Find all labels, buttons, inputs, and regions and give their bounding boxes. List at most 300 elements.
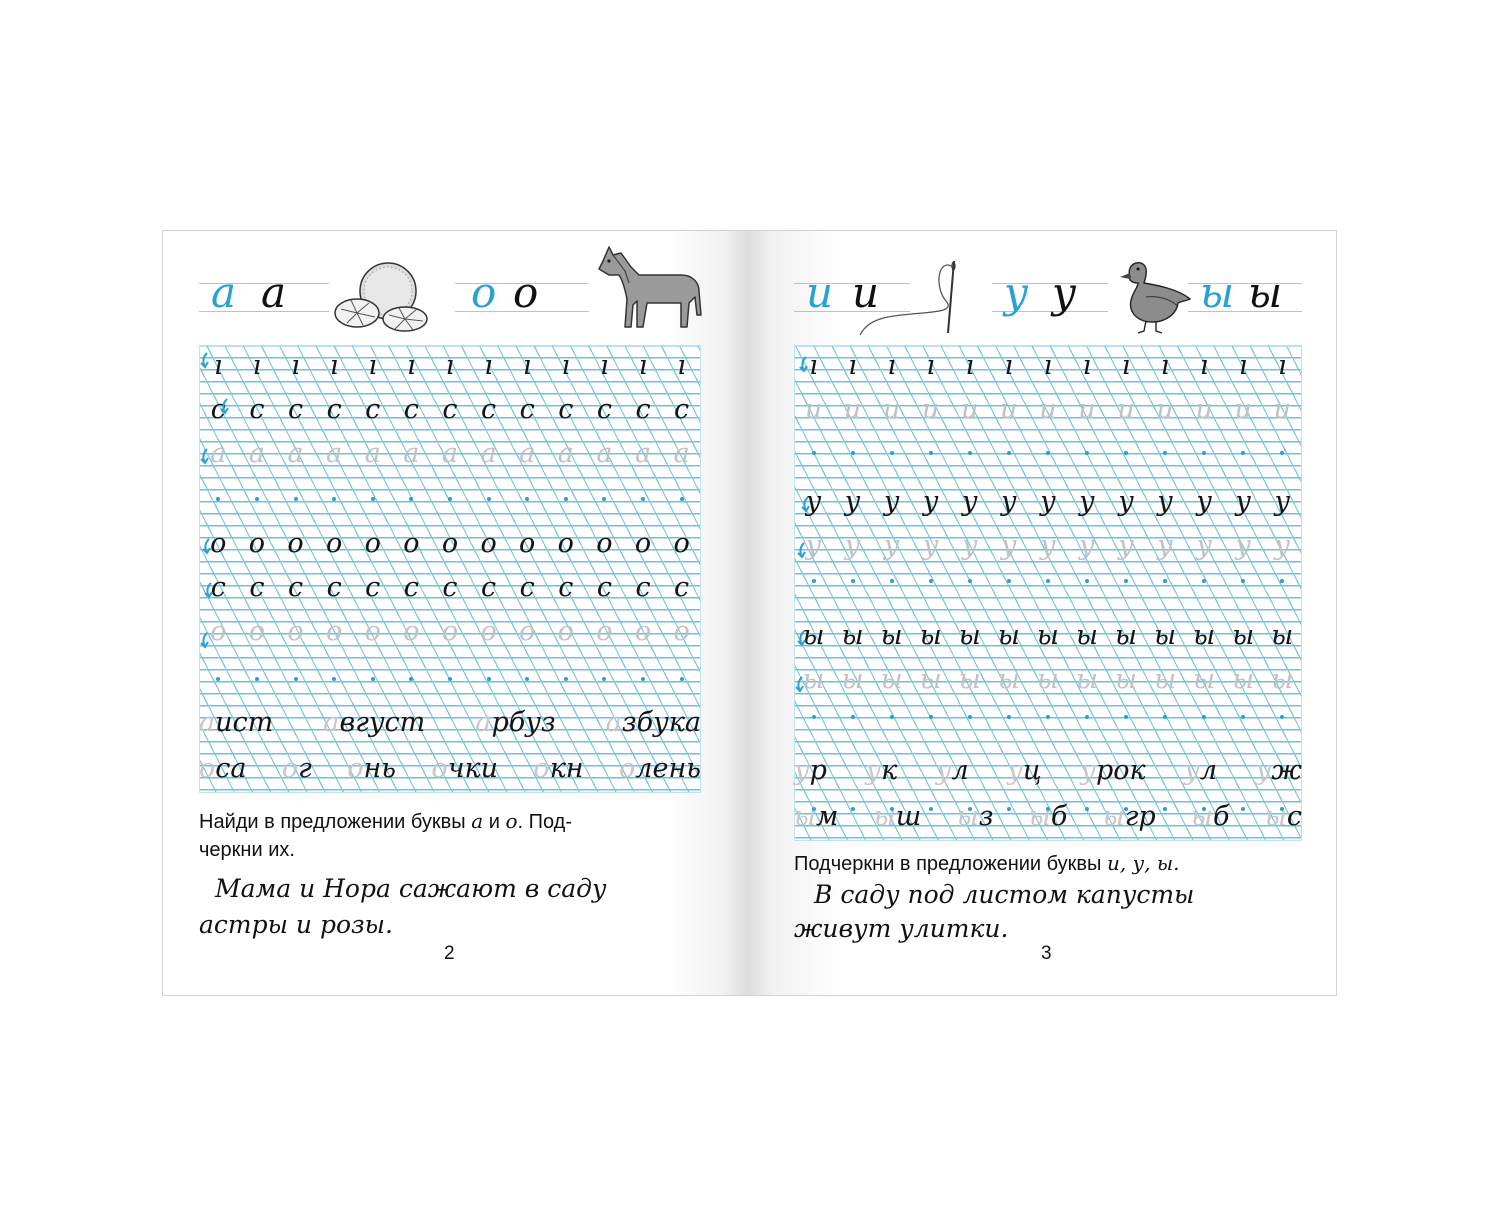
practice-letter: ı — [1121, 350, 1131, 381]
word — [794, 753, 827, 789]
guide-dot — [812, 451, 816, 455]
ghost-letter: а — [475, 707, 492, 738]
word — [1184, 753, 1217, 789]
page-number: 2 — [444, 943, 455, 964]
guide-dot — [602, 677, 606, 681]
dot-row — [199, 497, 701, 501]
guide-dot — [332, 677, 336, 681]
ghost-letter: ы — [1264, 801, 1287, 832]
guide-dot — [1124, 579, 1128, 583]
practice-letter-row — [794, 487, 1302, 517]
practice-letter: ы — [1271, 664, 1294, 695]
word — [1191, 799, 1229, 835]
practice-letter: и — [1117, 394, 1135, 425]
guide-dot — [1124, 715, 1128, 719]
practice-letter: ы — [1075, 664, 1098, 695]
word-fragment: рок — [1095, 755, 1146, 786]
practice-letter: ы — [802, 620, 825, 651]
dot-row — [199, 677, 701, 681]
guide-dot — [1202, 715, 1206, 719]
practice-letter: и — [1039, 394, 1057, 425]
guide-dot — [851, 715, 855, 719]
practice-letter: ы — [802, 664, 825, 695]
guide-dot — [890, 451, 894, 455]
guide-dot — [525, 677, 529, 681]
ghost-letter: ы — [794, 801, 816, 832]
guide-dot — [1280, 451, 1284, 455]
practice-letter: с — [403, 394, 419, 425]
guide-dot — [371, 677, 375, 681]
word — [1103, 799, 1156, 835]
ghost-letter: о — [281, 753, 299, 784]
guide-dot — [1085, 579, 1089, 583]
arrow-icon — [201, 537, 215, 555]
header-letter-o-black: о — [513, 268, 539, 317]
word — [1029, 799, 1067, 835]
word-fragment: нь — [363, 753, 396, 784]
practice-letter: у — [1196, 530, 1212, 561]
practice-letter: ы — [880, 620, 903, 651]
guide-dot — [1007, 579, 1011, 583]
word — [1007, 753, 1042, 789]
practice-letter: ы — [841, 664, 864, 695]
arrow-icon — [794, 675, 808, 693]
guide-dot — [929, 715, 933, 719]
task-text — [199, 807, 705, 864]
guide-dot — [409, 677, 413, 681]
practice-letter: у — [844, 530, 861, 561]
practice-letter: о — [519, 528, 536, 559]
practice-letter: с — [326, 394, 342, 425]
guide-dot — [641, 497, 645, 501]
practice-letter: ı — [1004, 350, 1014, 381]
practice-letter: с — [249, 394, 265, 425]
practice-letter: о — [403, 528, 420, 559]
words-row — [199, 751, 701, 791]
practice-letter: у — [1274, 530, 1291, 561]
word — [794, 799, 838, 835]
practice-letter: ı — [1160, 350, 1170, 381]
task-text — [794, 849, 1314, 878]
practice-letter: ı — [677, 350, 686, 381]
guide-dot — [1007, 451, 1011, 455]
practice-letter: а — [634, 438, 652, 469]
ghost-letter: у — [1184, 755, 1200, 786]
practice-letter: а — [210, 438, 227, 469]
guide-dot — [409, 497, 413, 501]
practice-letter: и — [961, 394, 979, 425]
guide-dot — [680, 677, 684, 681]
practice-letter: у — [1235, 486, 1252, 517]
practice-letter: а — [480, 438, 497, 469]
orange-icon — [333, 257, 433, 335]
guide-dot — [1085, 451, 1089, 455]
ghost-letter: а — [323, 707, 340, 738]
word — [619, 751, 701, 787]
practice-letter-row — [199, 351, 701, 381]
practice-letter: ы — [958, 664, 981, 695]
word-fragment: к — [881, 755, 898, 786]
word — [1080, 753, 1145, 789]
practice-letter: а — [519, 438, 536, 469]
task-part1: Подчеркни в предложении буквы — [794, 853, 1102, 875]
ghost-letter: ы — [956, 801, 979, 832]
needle-thread-icon — [858, 257, 978, 337]
guide-dot — [1046, 451, 1050, 455]
practice-letter: ı — [965, 350, 975, 381]
practice-letter-row — [794, 395, 1302, 425]
guide-dot — [332, 497, 336, 501]
practice-letter: ı — [561, 350, 571, 381]
task-part2: . Под- — [517, 811, 572, 833]
guide-dot — [371, 497, 375, 501]
dot-row — [794, 451, 1302, 455]
guide-dot — [680, 497, 684, 501]
word-fragment: б — [1213, 801, 1230, 832]
word — [282, 751, 312, 787]
practice-letter: ı — [848, 350, 857, 381]
task-part1: Найди в предложении буквы — [199, 811, 466, 833]
ghost-letter: о — [347, 753, 364, 784]
practice-letter: с — [519, 572, 535, 603]
practice-letter: ы — [997, 620, 1020, 651]
practice-letter: с — [442, 394, 458, 425]
practice-letter: о — [364, 528, 381, 559]
practice-letter: ı — [291, 350, 300, 381]
guide-dot — [294, 497, 298, 501]
word — [606, 705, 701, 741]
practice-letter: о — [519, 616, 536, 647]
word-fragment: са — [215, 753, 247, 784]
words-row — [199, 705, 701, 745]
word — [936, 753, 969, 789]
practice-letter: о — [634, 616, 652, 647]
ghost-letter: о — [199, 753, 216, 784]
practice-letter: о — [480, 528, 497, 559]
practice-letter: ы — [1193, 664, 1216, 695]
practice-letter: о — [557, 616, 574, 647]
practice-letter: у — [1118, 486, 1134, 517]
header-letter-i-black: и — [852, 268, 880, 317]
sentence-line1: Мама и Нора сажают в саду — [215, 874, 607, 903]
practice-letter-row — [794, 621, 1302, 651]
header-letter-y-blue: ы — [1200, 268, 1235, 317]
arrow-icon — [203, 581, 217, 599]
guide-dot — [1163, 579, 1167, 583]
ghost-letter: у — [865, 755, 882, 786]
arrow-icon — [199, 351, 213, 369]
practice-letter: с — [287, 572, 304, 603]
task-letter-o: о — [505, 809, 518, 833]
word — [199, 705, 273, 741]
practice-letter: с — [519, 394, 535, 425]
task-letter-a: а — [471, 809, 484, 833]
practice-letter: о — [248, 616, 266, 647]
task-and: и — [488, 811, 500, 833]
word — [866, 753, 898, 789]
guide-dot — [890, 715, 894, 719]
ghost-letter: у — [794, 755, 810, 786]
ghost-letter: у — [1007, 755, 1023, 786]
sentence-line2: астры и розы. — [199, 910, 393, 939]
practice-letter: у — [922, 486, 939, 517]
practice-letter: у — [1001, 530, 1017, 561]
practice-letter: с — [635, 572, 651, 603]
practice-letter: у — [1040, 530, 1056, 561]
header-letter-u-blue: у — [1004, 268, 1029, 317]
practice-letter: с — [365, 394, 381, 425]
word — [323, 705, 425, 741]
word-fragment: м — [816, 801, 839, 832]
header-letter-u-black: у — [1052, 268, 1077, 317]
practice-letter: ы — [880, 664, 903, 695]
practice-letter: ы — [1232, 664, 1255, 695]
ghost-letter: а — [199, 707, 216, 738]
guide-dot — [1241, 579, 1245, 583]
practice-letter-row — [199, 529, 701, 559]
practice-letter: с — [403, 572, 419, 603]
left-page — [162, 230, 748, 996]
practice-letter: с — [249, 572, 265, 603]
header-letter-a-black: а — [261, 268, 287, 317]
practice-letter: с — [365, 572, 381, 603]
ghost-letter: ы — [1102, 801, 1125, 832]
word-fragment: л — [1199, 755, 1218, 786]
practice-letter: о — [441, 616, 459, 647]
ghost-letter: ы — [1191, 801, 1213, 832]
word-fragment: гр — [1124, 801, 1156, 832]
practice-letter: с — [210, 572, 226, 603]
practice-letter: у — [961, 486, 978, 517]
guide-dot — [1280, 715, 1284, 719]
practice-letter: а — [596, 438, 613, 469]
practice-letter: о — [480, 616, 497, 647]
guide-dot — [968, 579, 972, 583]
arrow-icon — [219, 397, 233, 415]
guide-dot — [1280, 579, 1284, 583]
practice-letter: а — [364, 438, 381, 469]
arrow-icon — [798, 355, 812, 373]
practice-letter: у — [1079, 530, 1095, 561]
practice-letter-row — [199, 617, 701, 647]
practice-letter: ы — [997, 664, 1020, 695]
arrow-icon — [796, 541, 810, 559]
word — [1265, 799, 1302, 835]
practice-letter: ы — [1115, 620, 1138, 651]
practice-letter: и — [843, 394, 862, 425]
right-page — [748, 230, 1337, 996]
ghost-letter: ы — [1028, 801, 1051, 832]
guide-dot — [890, 579, 894, 583]
practice-letter: ы — [1271, 620, 1294, 651]
word-fragment: кн — [549, 753, 584, 784]
guide-dot — [1007, 715, 1011, 719]
word-fragment: ц — [1022, 755, 1042, 786]
ghost-letter: а — [605, 707, 622, 738]
word-fragment: з — [978, 801, 994, 832]
dot-row — [794, 579, 1302, 583]
practice-letter: ı — [638, 350, 648, 381]
header-letter-y-black: ы — [1248, 268, 1283, 317]
practice-letter-row — [794, 351, 1302, 381]
horse-icon — [595, 241, 707, 331]
arrow-icon — [199, 447, 213, 465]
word — [957, 799, 994, 835]
ghost-letter: о — [431, 753, 448, 784]
practice-letter: у — [1157, 486, 1173, 517]
practice-letter: с — [674, 572, 690, 603]
practice-letter: ı — [522, 350, 532, 381]
guide-dot — [929, 451, 933, 455]
guide-dot — [1241, 451, 1245, 455]
practice-letter: с — [210, 394, 226, 425]
practice-letter: у — [1040, 486, 1056, 517]
practice-letter: с — [635, 394, 651, 425]
practice-letter: о — [557, 528, 574, 559]
practice-letter: и — [1000, 394, 1018, 425]
sentence-line2: живут улитки. — [794, 914, 1009, 943]
guide-dot — [1085, 715, 1089, 719]
practice-letter: ы — [919, 664, 942, 695]
header-letter-o-blue: о — [471, 268, 497, 317]
practice-letter: ı — [600, 350, 609, 381]
practice-letter: ы — [1232, 620, 1255, 651]
practice-letter: у — [1196, 486, 1212, 517]
guide-dot — [641, 677, 645, 681]
practice-letter: ı — [1238, 350, 1248, 381]
word-fragment: с — [1286, 801, 1302, 832]
word-fragment: чки — [447, 753, 498, 784]
guide-dot — [968, 715, 972, 719]
guide-dot — [564, 497, 568, 501]
practice-letter: ı — [1277, 350, 1287, 381]
guide-dot — [851, 451, 855, 455]
header-letter-i-blue: и — [806, 268, 834, 317]
practice-letter: ı — [484, 350, 493, 381]
practice-letter-row — [199, 573, 701, 603]
practice-letter: у — [922, 530, 939, 561]
ghost-letter: у — [1255, 755, 1272, 786]
arrow-icon — [800, 495, 814, 513]
guide-dot — [487, 677, 491, 681]
practice-letter: ı — [926, 350, 936, 381]
practice-letter-row — [794, 665, 1302, 695]
practice-letter: ı — [329, 350, 339, 381]
practice-letter: ı — [213, 350, 223, 381]
duck-icon — [1116, 255, 1196, 335]
practice-letter: ı — [407, 350, 416, 381]
guide-dot — [448, 677, 452, 681]
practice-letter: о — [634, 528, 652, 559]
guide-dot — [1202, 579, 1206, 583]
word-fragment: ш — [895, 801, 922, 832]
guide-dot — [1241, 715, 1245, 719]
guide-dot — [1046, 579, 1050, 583]
word-fragment: лень — [635, 753, 701, 784]
word-fragment: рбуз — [491, 707, 556, 738]
practice-letter: ы — [919, 620, 942, 651]
practice-letter: а — [441, 438, 459, 469]
practice-letter: ы — [1154, 664, 1177, 695]
word-fragment: ист — [215, 707, 274, 738]
guide-dot — [968, 451, 972, 455]
guide-dot — [1046, 715, 1050, 719]
arrow-icon — [199, 631, 213, 649]
guide-dot — [487, 497, 491, 501]
practice-letter: у — [1001, 486, 1017, 517]
practice-letter: ы — [841, 620, 864, 651]
word — [199, 751, 246, 787]
task-line2: черкни их. — [199, 839, 295, 861]
word-fragment: збука — [621, 707, 701, 738]
ghost-letter: о — [533, 753, 550, 784]
word — [533, 751, 583, 787]
practice-letter: ы — [1154, 620, 1177, 651]
word — [431, 751, 498, 787]
practice-letter: а — [557, 438, 574, 469]
guide-dot — [448, 497, 452, 501]
practice-letter: а — [248, 438, 265, 469]
practice-letter: с — [596, 394, 612, 425]
page-number: 3 — [1041, 943, 1052, 964]
practice-letter: у — [1274, 486, 1291, 517]
practice-letter: а — [287, 438, 304, 469]
practice-letter: ı — [252, 350, 262, 381]
practice-letter: а — [403, 438, 420, 469]
practice-letter: ı — [1199, 350, 1209, 381]
dot-row — [794, 715, 1302, 719]
guide-dot — [525, 497, 529, 501]
practice-letter: о — [673, 616, 690, 647]
practice-letter: с — [481, 394, 497, 425]
ghost-letter: у — [935, 755, 952, 786]
guide-dot — [255, 677, 259, 681]
practice-letter: с — [326, 572, 342, 603]
practice-letter: ı — [1043, 350, 1053, 381]
guide-dot — [1202, 451, 1206, 455]
practice-letter-row — [199, 395, 701, 425]
practice-letter: с — [481, 572, 497, 603]
practice-letter: и — [882, 394, 901, 425]
word-fragment: вгуст — [339, 707, 426, 738]
practice-letter: ı — [368, 350, 378, 381]
practice-letter: о — [596, 616, 613, 647]
ghost-letter: ы — [873, 801, 896, 832]
practice-letter: о — [441, 528, 459, 559]
practice-letter: и — [1078, 394, 1096, 425]
practice-letter: о — [287, 528, 304, 559]
practice-letter: а — [673, 438, 690, 469]
guide-dot — [216, 677, 220, 681]
practice-letter: у — [844, 486, 861, 517]
practice-letter: о — [596, 528, 613, 559]
practice-letter: о — [326, 616, 343, 647]
practice-letter: о — [210, 528, 227, 559]
practice-letter-row — [199, 439, 701, 469]
word — [874, 799, 922, 835]
practice-letter: и — [1195, 394, 1213, 425]
practice-letter: с — [442, 572, 458, 603]
arrow-icon — [796, 629, 810, 647]
practice-letter: и — [1234, 394, 1252, 425]
practice-letter: о — [403, 616, 420, 647]
practice-letter: с — [558, 394, 574, 425]
guide-dot — [216, 497, 220, 501]
practice-letter: у — [805, 486, 822, 517]
practice-letter: у — [1079, 486, 1095, 517]
practice-letter: и — [922, 394, 940, 425]
practice-letter: с — [674, 394, 690, 425]
